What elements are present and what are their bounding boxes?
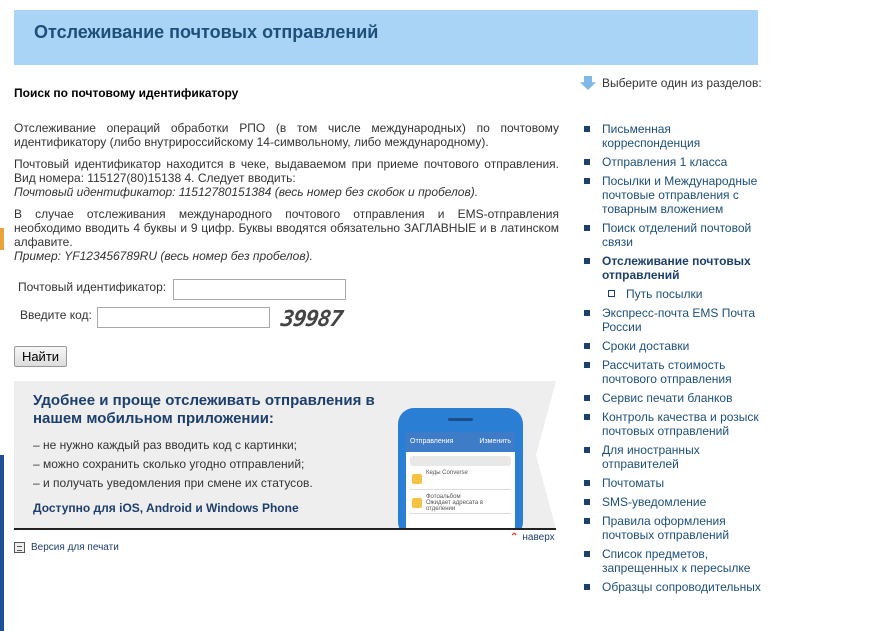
tracking-id-input[interactable] [173,279,346,300]
mobile-app-banner[interactable] [14,381,556,529]
search-button[interactable]: Найти [14,346,67,367]
id-example: Почтовый идентификатор: 11512780151384 (весь номер без скобок и пробелов). [14,185,479,199]
sidebar-item-sms[interactable]: SMS-уведомление [580,495,770,509]
captcha-image: 39987 [279,307,344,332]
banner-divider [14,528,556,530]
main-content [14,86,559,271]
phone-list-item: Фотоальбом Ожидает адресата в отделении [410,494,511,514]
phone-illustration [398,408,523,529]
banner-benefit: – и получать уведомления при смене их статусов. [33,476,313,490]
sidebar-item-office-search[interactable]: Поиск отделений почтовой связи [580,221,770,249]
sidebar-heading: Выберите один из разделов: [580,76,770,90]
sidebar-item-letters[interactable]: Письменная корреспонденция [580,122,770,150]
phone-tab-label: Отправления [410,438,454,445]
banner-platforms: Доступно для iOS, Android и Windows Phone [33,501,299,515]
sidebar [580,76,770,594]
sidebar-item-form-printing[interactable]: Сервис печати бланков [580,391,770,405]
sidebar-item-delivery-times[interactable]: Сроки доставки [580,339,770,353]
sidebar-item-parcel-lockers[interactable]: Почтоматы [580,476,770,490]
phone-edit-label: Изменить [479,438,511,445]
sidebar-item-tracking[interactable]: Отслеживание почтовых отправлений [580,254,770,282]
phone-list-item: Кеды Converse [410,470,511,490]
page-header [14,10,758,65]
sidebar-item-samples[interactable]: Образцы сопроводительных [580,580,770,594]
left-edge-strip [0,0,4,631]
tracking-id-label: Почтовый идентификатор: [18,280,167,294]
captcha-code-label: Введите код: [20,308,92,322]
sidebar-item-foreign-senders[interactable]: Для иностранных отправителей [580,443,770,471]
banner-benefit: – можно сохранить сколько угодно отправлений; [33,457,305,471]
sidebar-item-ems[interactable]: Экспресс-почта EMS Почта России [580,306,770,334]
sidebar-subitem-parcel-path[interactable]: Путь посылки [580,287,770,301]
sidebar-item-first-class[interactable]: Отправления 1 класса [580,155,770,169]
sidebar-item-quality-control[interactable]: Контроль качества и розыск почтовых отправлений [580,410,770,438]
section-heading: Поиск по почтовому идентификатору [14,86,239,100]
sidebar-menu [580,122,770,599]
captcha-code-input[interactable] [97,307,270,328]
intl-example: Пример: YF123456789RU (весь номер без пробелов). [14,249,313,263]
banner-title: Удобнее и проще отслеживать отправления в нашем мобильном приложении: [33,392,375,427]
sidebar-item-parcels[interactable]: Посылки и Международные почтовые отправления с товарным вложением [580,174,770,216]
print-version-link[interactable]: Версия для печати [14,542,119,553]
sidebar-item-prohibited[interactable]: Список предметов, запрещенных к пересылке [580,547,770,575]
intl-hint-text: В случае отслеживания международного почтового отправления и EMS-отправления необходимо вводить 4 буквы и 9 цифр. Буквы вводятся обязательно ЗАГЛАВНЫЕ и в латинском алфавите. Пример: YF123456789RU (весь номер без пробелов). [14,207,559,263]
back-to-top-link[interactable]: ⌃ наверх [510,532,555,543]
chevron-up-icon: ⌃ [510,532,519,543]
intro-text: Отслеживание операций обработки РПО (в том числе международных) по почтовому идентификатору (либо внутрироссийскому 14-символьному, либо международному). [14,121,559,149]
page-title: Отслеживание почтовых отправлений [34,22,379,42]
sidebar-item-rules[interactable]: Правила оформления почтовых отправлений [580,514,770,542]
printer-icon [14,542,25,553]
id-hint-text: Почтовый идентификатор находится в чеке, выдаваемом при приеме почтового отправления. Вид номера: 115127(80)15138 4. Следует вводить: Почтовый идентификатор: 11512780151384 (весь номер без скобок и пробелов). [14,157,559,199]
sidebar-item-cost-calculator[interactable]: Рассчитать стоимость почтового отправления [580,358,770,386]
banner-benefits-list [33,436,313,493]
banner-benefit: – не нужно каждый раз вводить код с картинки; [33,438,297,452]
down-arrow-icon [580,76,596,90]
